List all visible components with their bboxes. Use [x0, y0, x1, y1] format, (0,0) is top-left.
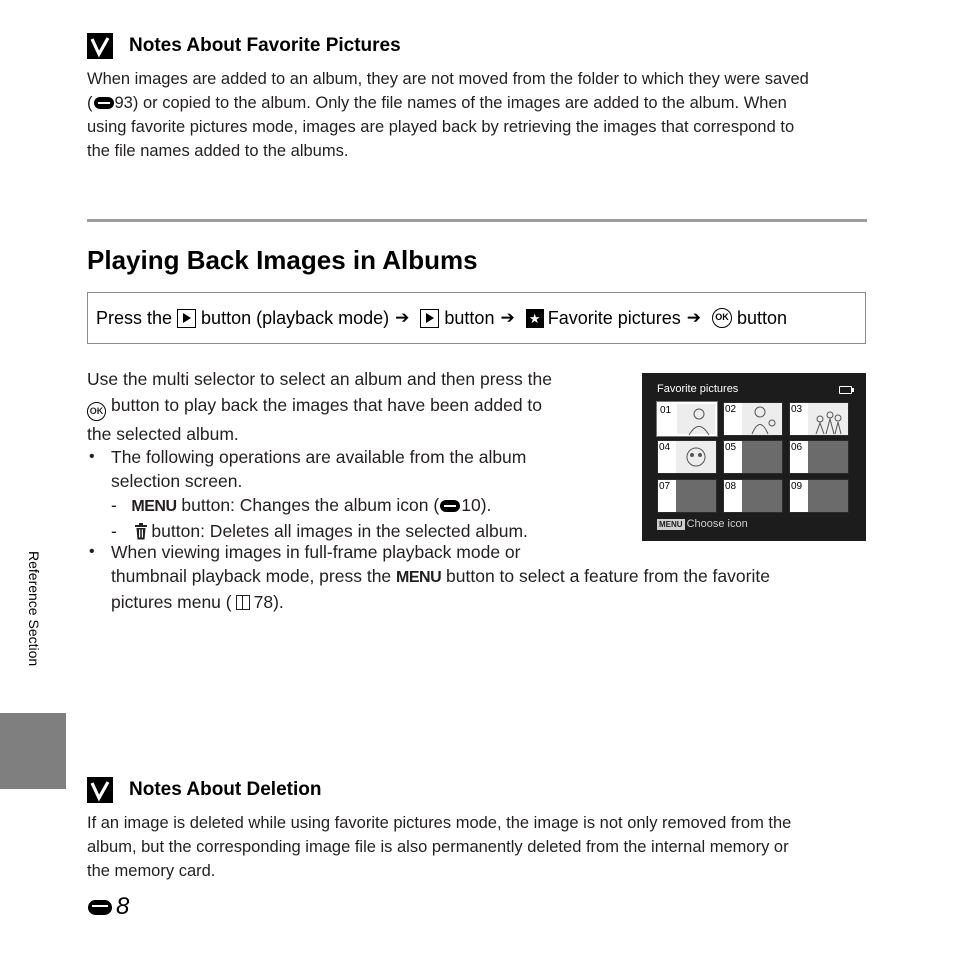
menu-key-chip: MENU — [659, 519, 683, 529]
ok-button-icon: OK — [87, 402, 106, 421]
bullet-dot: • — [89, 543, 95, 560]
album-thumb[interactable]: 06 — [789, 440, 849, 474]
album-thumb[interactable]: 04 — [657, 440, 717, 474]
playback-button-icon — [177, 309, 196, 328]
intro-text: Use the multi selector to select an album and then press the OK button to play back the images that have been added to the selected album. — [87, 369, 552, 444]
arrow-right-icon: ➔ — [500, 308, 515, 327]
note-heading — [87, 33, 401, 59]
note-title: Notes About Deletion — [129, 779, 322, 800]
checkmark-note-icon — [87, 33, 113, 59]
procedure-step4: button — [737, 307, 788, 328]
procedure-box — [87, 292, 866, 344]
album-thumb[interactable]: 01 — [657, 402, 717, 436]
note-deletion-body: If an image is deleted while using favorite pictures mode, the image is not only removed from the album, but the corresponding image file is also permanently deleted from the internal memory or the memory card. — [87, 814, 792, 880]
album-thumb[interactable]: 03 — [789, 402, 849, 436]
playback-button-icon — [420, 309, 439, 328]
album-thumb[interactable]: 02 — [723, 402, 783, 436]
arrow-right-icon: ➔ — [395, 308, 410, 327]
section-title: Playing Back Images in Albums — [87, 245, 478, 275]
reference-e-icon — [94, 97, 114, 109]
procedure-step3: Favorite pictures — [547, 307, 681, 328]
note-favorite-body: When images are added to an album, they are not moved from the folder to which they were saved ( 93) or copied to the album. Only the file names of the images are added to the album. When using favorite pictures mode, images are played back by retrieving the images that correspond to the file names added to the albums. — [87, 70, 809, 160]
sub-item-menu: - MENU button: Changes the album icon ( 10). — [111, 495, 492, 515]
page-number: 8 — [87, 893, 129, 921]
bullet-favorite-menu: • When viewing images in full-frame playback mode or thumbnail playback mode, press the MENU button to select a feature from the favorite pictures menu ( 78). — [89, 542, 770, 612]
note-title: Notes About Favorite Pictures — [129, 35, 401, 56]
reference-e-icon — [440, 500, 460, 512]
screen-footer — [657, 518, 748, 530]
favorite-star-icon: ★ — [526, 309, 544, 328]
section-divider — [87, 219, 867, 222]
book-reference-icon — [236, 595, 250, 610]
bullet-operations: • The following operations are available from the album selection screen. - MENU button: Changes the album icon ( 10). - button: Deletes all images in the selected album. — [87, 445, 627, 546]
bullet-dot: • — [89, 448, 95, 465]
album-selection-screen — [642, 373, 866, 541]
album-thumb[interactable]: 08 — [723, 479, 783, 513]
reference-section-label: Reference Section — [26, 551, 42, 667]
album-thumb[interactable]: 05 — [723, 440, 783, 474]
sub-item-delete: - button: Deletes all images in the selected album. — [111, 519, 627, 546]
procedure-step2: button — [444, 307, 495, 328]
section-tab — [0, 713, 66, 789]
album-thumb[interactable]: 09 — [789, 479, 849, 513]
procedure-step1: button (playback mode) — [201, 307, 390, 328]
checkmark-note-icon — [87, 777, 113, 803]
reference-e-icon — [88, 900, 112, 915]
note-deletion — [87, 777, 321, 803]
procedure-press: Press the — [96, 307, 173, 328]
footer-label: Choose icon — [686, 518, 748, 530]
battery-icon — [839, 386, 852, 394]
album-thumb[interactable]: 07 — [657, 479, 717, 513]
ok-button-icon: OK — [712, 308, 732, 328]
note-favorite-pictures — [87, 33, 401, 59]
arrow-right-icon: ➔ — [686, 308, 702, 327]
screen-title: Favorite pictures — [657, 383, 739, 395]
note-heading — [87, 777, 321, 803]
